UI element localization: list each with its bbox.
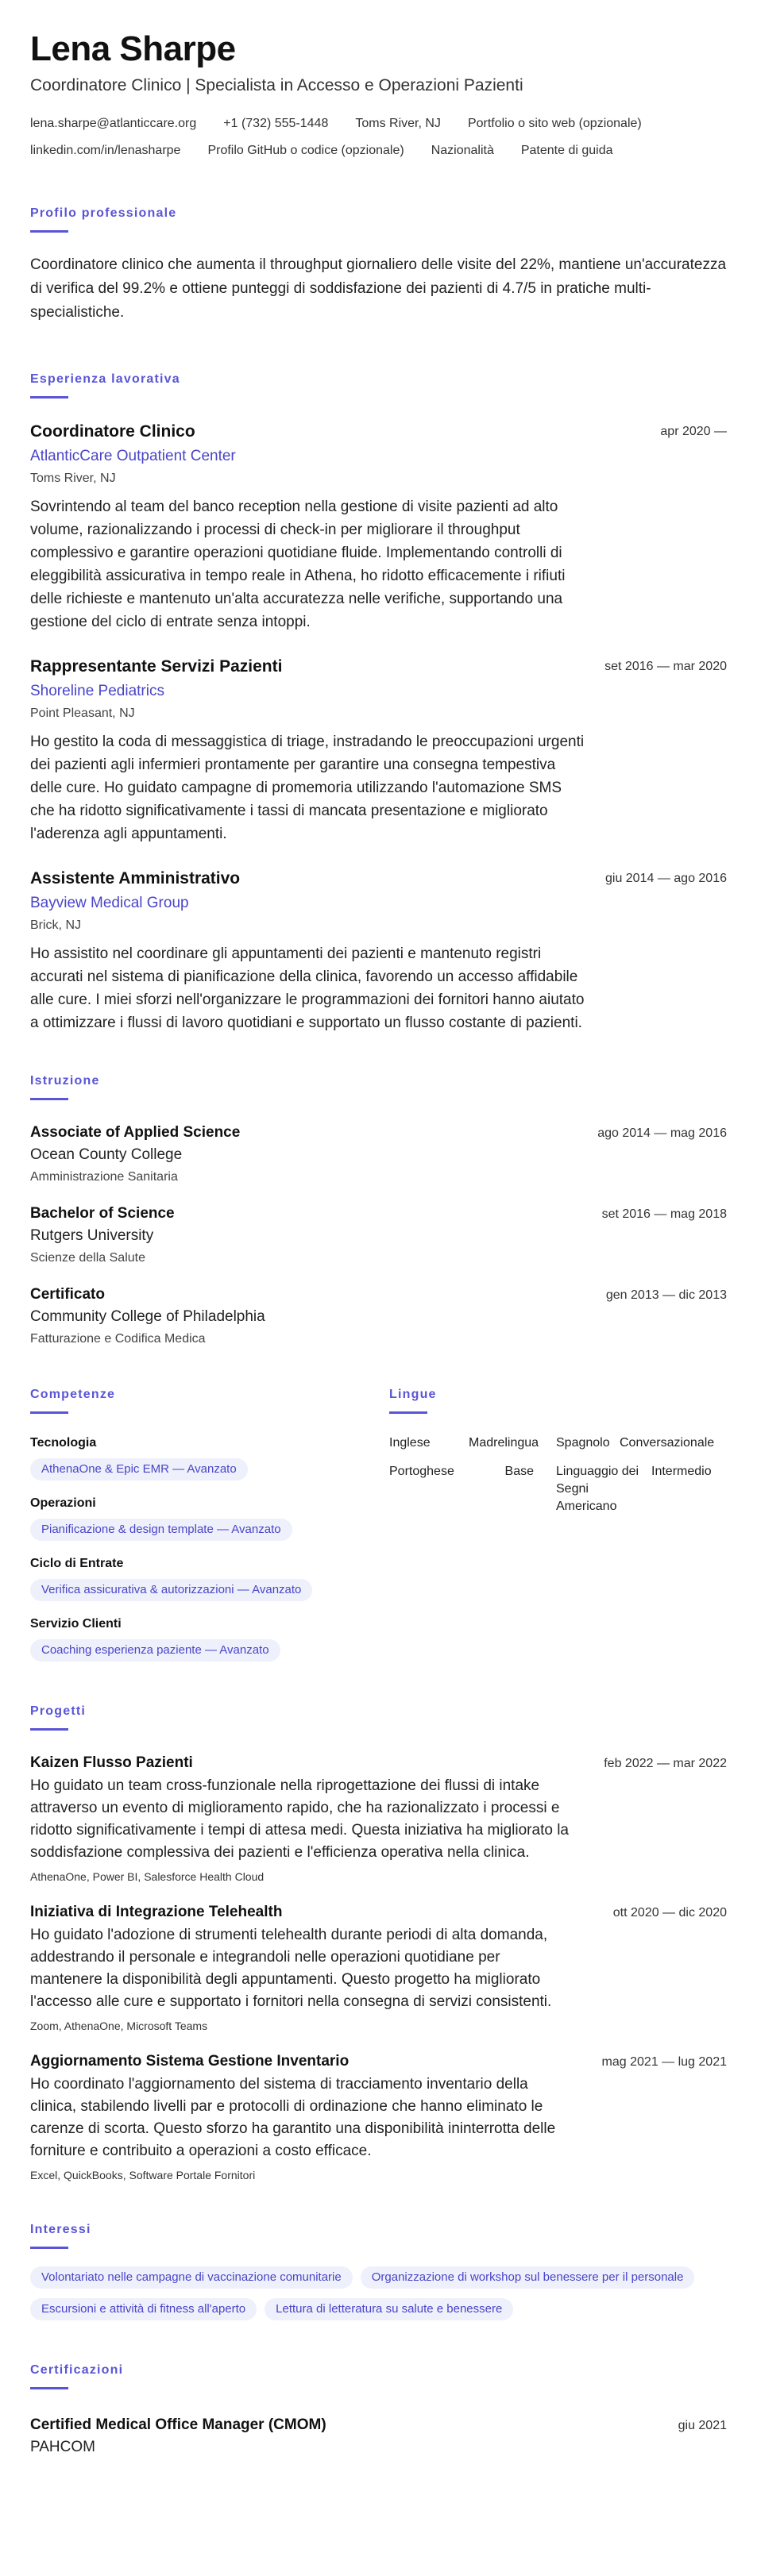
degree-name: Associate of Applied Science [30,1124,241,1141]
interests-section [30,2221,727,2320]
language-name: Portoghese [389,1465,454,1478]
project-entry [30,1902,727,2034]
interest-pill: Volontariato nelle campagne di vaccinazione comunitarie [30,2266,353,2289]
language-item [556,1434,723,1452]
school-name: Ocean County College [30,1146,183,1163]
skill-category-name: Ciclo di Entrate [30,1557,124,1570]
certification-date: giu 2021 [678,2419,727,2432]
school-name: Rutgers University [30,1227,154,1244]
section-title: Istruzione [30,1074,100,1088]
skill-pill: Pianificazione & design template — Avanzato [30,1519,292,1541]
job-dates: set 2016 — mar 2020 [604,660,727,673]
project-description: Ho guidato l'adozione di strumenti telehealth durante periodi di alta domanda, addestrando il personale e integrandoli nelle operazioni quotidiane per mantenere la disponibilità degli appuntamenti. Questo progetto ha migliorato l'accesso alle cure e supportato i fornitori nella consegna di servizi consistenti. [30,1927,552,2010]
section-divider [389,1411,427,1414]
language-level: Intermedio [651,1465,712,1478]
job-role: Coordinatore Clinico [30,422,195,441]
language-name: Spagnolo [556,1436,610,1450]
study-field: Scienze della Salute [30,1251,145,1265]
certifications-section [30,2362,727,2458]
project-name: Aggiornamento Sistema Gestione Inventario [30,2053,350,2070]
section-title: Certificazioni [30,2363,124,2377]
project-tech: Excel, QuickBooks, Software Portale Fornitori [30,2169,256,2181]
education-dates: ago 2014 — mag 2016 [597,1126,727,1140]
degree-name: Bachelor of Science [30,1205,175,1222]
experience-entry [30,421,727,633]
education-dates: gen 2013 — dic 2013 [605,1288,727,1302]
project-description: Ho guidato un team cross-funzionale nella riprogettazione dei flussi di intake attraverso un evento di miglioramento rapido, che ha razionalizzato i processi e ridotto significativamente i tempi di attesa medi. Questa iniziativa ha migliorato la soddisfazione complessiva dei pazienti e l'efficienza operativa nella clinica. [30,1777,569,1861]
section-divider [30,1098,68,1100]
job-description: Ho assistito nel coordinare gli appuntamenti dei pazienti e mantenuto registri accurati nel sistema di pianificazione della clinica, favorendo un accesso affidabile alle cure. I miei sforzi nell'organizzare le programmazioni dei fornitori hanno aiutato a ottimizzare i flussi di lavoro quotidiani e supportato un flusso costante di pazienti. [30,945,585,1031]
section-divider [30,230,68,233]
candidate-headline: Coordinatore Clinico | Specialista in Accesso e Operazioni Pazienti [30,76,523,94]
skill-category [30,1555,389,1601]
language-level: Madrelingua [469,1436,539,1450]
job-location: Toms River, NJ [30,472,116,485]
skills-languages-row [30,1386,727,1662]
language-level: Conversazionale [620,1436,715,1450]
interest-list [30,2266,713,2320]
section-title: Competenze [30,1388,116,1401]
job-company: Bayview Medical Group [30,895,189,911]
skill-pill: AthenaOne & Epic EMR — Avanzato [30,1458,248,1481]
job-role: Rappresentante Servizi Pazienti [30,657,283,676]
skill-category [30,1495,389,1541]
skill-category-name: Tecnologia [30,1436,97,1450]
projects-section [30,1703,727,2183]
project-dates: mag 2021 — lug 2021 [601,2055,727,2069]
study-field: Fatturazione e Codifica Medica [30,1332,206,1346]
experience-section [30,371,727,1034]
certification-entry [30,2415,727,2458]
skill-category-name: Operazioni [30,1496,96,1510]
job-dates: giu 2014 — ago 2016 [604,872,727,885]
experience-entry [30,868,727,1034]
section-title: Interessi [30,2223,91,2236]
contact-linkedin[interactable]: linkedin.com/in/lenasharpe [30,144,181,157]
language-item [389,1463,556,1515]
project-name: Kaizen Flusso Pazienti [30,1754,193,1771]
section-title: Lingue [389,1388,437,1401]
resume-header [30,29,727,160]
section-divider [30,1728,68,1731]
contact-phone[interactable]: +1 (732) 555-1448 [223,117,329,130]
skill-category-name: Servizio Clienti [30,1617,122,1631]
project-entry [30,2051,727,2183]
contact-nationality: Nazionalità [431,144,494,157]
study-field: Amministrazione Sanitaria [30,1170,178,1184]
language-item [389,1434,556,1452]
job-company: AtlanticCare Outpatient Center [30,448,236,464]
project-entry [30,1753,727,1885]
section-title: Profilo professionale [30,206,177,220]
interest-pill: Organizzazione di workshop sul benessere per il personale [361,2266,695,2289]
language-item [556,1463,723,1515]
job-location: Brick, NJ [30,918,81,932]
section-divider [30,396,68,399]
school-name: Community College of Philadelphia [30,1308,265,1325]
project-dates: ott 2020 — dic 2020 [612,1906,727,1919]
skill-category [30,1615,389,1662]
education-entry [30,1203,727,1267]
certification-issuer: PAHCOM [30,2439,95,2455]
contact-location: Toms River, NJ [355,117,441,130]
job-location: Point Pleasant, NJ [30,707,135,720]
interest-pill: Lettura di letteratura su salute e benessere [265,2298,513,2320]
project-description: Ho coordinato l'aggiornamento del sistema di tracciamento inventario della clinica, stabilendo livelli par e protocolli di ordinazione che hanno eliminato le carenze di scorta. Questo sforzo ha garantito una disponibilità ininterrotta delle forniture e contribuito a operazioni a costo efficace. [30,2076,556,2159]
profile-summary: Coordinatore clinico che aumenta il throughput giornaliero delle visite del 22%, mantiene un'accuratezza di verifica del 99.2% e ottiene punteggi di soddisfazione dei pazienti di 4.7/5 in pratiche multi-specialistiche. [30,256,727,321]
language-name: Linguaggio dei Segni Americano [556,1465,639,1513]
job-dates: apr 2020 — [660,425,727,438]
education-dates: set 2016 — mag 2018 [601,1207,727,1221]
languages-section [389,1386,723,1662]
skills-section [30,1386,389,1662]
experience-entry [30,656,727,845]
skill-category [30,1434,389,1481]
skill-pill: Coaching esperienza paziente — Avanzato [30,1639,280,1662]
profile-section [30,205,727,325]
contact-github[interactable]: Profilo GitHub o codice (opzionale) [207,144,404,157]
contact-email[interactable]: lena.sharpe@atlanticcare.org [30,117,197,130]
contact-portfolio[interactable]: Portfolio o sito web (opzionale) [467,117,642,130]
section-divider [30,2247,68,2249]
project-name: Iniziativa di Integrazione Telehealth [30,1904,283,1920]
contact-list [30,114,721,160]
project-dates: feb 2022 — mar 2022 [604,1757,727,1770]
education-entry [30,1284,727,1348]
language-level: Base [504,1465,534,1478]
job-description: Sovrintendo al team del banco reception nella gestione di visite pazienti ad alto volume, razionalizzando i processi di check-in per migliorare il throughput complessivo e garantire operazioni quotidiane fluide. Implementando controlli di eleggibilità assicurativa in tempo reale in Athena, ho ridotto efficacemente i rifiuti delle richieste e mantenuto un'alta accuratezza nelle verifiche, supportando una gestione del ciclo di entrate senza intoppi. [30,499,566,630]
education-entry [30,1122,727,1186]
degree-name: Certificato [30,1286,105,1303]
certification-name: Certified Medical Office Manager (CMOM) [30,2416,326,2433]
project-tech: Zoom, AthenaOne, Microsoft Teams [30,2020,208,2032]
language-grid [389,1434,723,1515]
job-role: Assistente Amministrativo [30,869,241,888]
candidate-name: Lena Sharpe [30,29,236,68]
interest-pill: Escursioni e attività di fitness all'aperto [30,2298,257,2320]
section-title: Progetti [30,1704,87,1718]
contact-license: Patente di guida [520,144,613,157]
section-divider [30,2387,68,2389]
skill-pill: Verifica assicurativa & autorizzazioni — Avanzato [30,1579,312,1601]
job-description: Ho gestito la coda di messaggistica di triage, instradando le preoccupazioni urgenti dei pazienti agli infermieri prontamente per garantire una consegna tempestiva delle cure. Ho guidato campagne di promemoria utilizzando l'automazione SMS che ha ridotto significativamente i tassi di mancata presentazione e migliorato l'aderenza agli appuntamenti. [30,734,585,842]
project-tech: AthenaOne, Power BI, Salesforce Health Cloud [30,1870,265,1883]
education-section [30,1072,727,1348]
language-name: Inglese [389,1436,431,1450]
section-divider [30,1411,68,1414]
section-title: Esperienza lavorativa [30,372,180,386]
job-company: Shoreline Pediatrics [30,683,164,699]
